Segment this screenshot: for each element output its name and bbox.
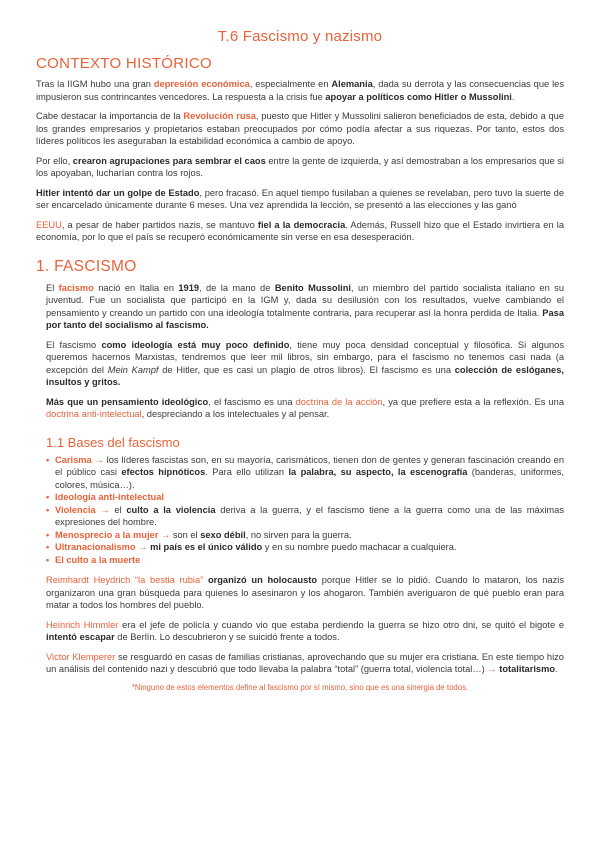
bullet-icon: • [46, 542, 50, 552]
section-heading-contexto: CONTEXTO HISTÓRICO [36, 55, 212, 72]
bullet-icon: • [46, 504, 50, 515]
paragraph: EEUU, a pesar de haber partidos nazis, se mantuvo fiel a la democracia. Además, Russell hizo que el Estado invirtiera en la economía, por lo que el país se recuperó económicamente sin verse en esa desesperación. [36, 219, 564, 242]
bullet-icon: • [46, 454, 50, 465]
paragraph: Por ello, crearon agrupaciones para sembrar el caos entre la gente de izquierda, y así demostraban a los empresarios que si los apoyaban, lucharían contra los rojos. [36, 155, 564, 178]
arrow-right-icon: → [160, 529, 171, 540]
paragraph: Reimhardt Heydrich “la bestia rubia” organizó un holocausto porque Hitler se lo pidió. Cuando lo mataron, los nazis organizaron una gran búsqueda para quienes lo asesinaron y los ahogaron. También averiguaron de qué pueblo eran para matar a todos los hombres del pueblo. [46, 575, 564, 610]
document-title: T.6 Fascismo y nazismo [217, 28, 383, 45]
arrow-right-icon: → [100, 504, 110, 515]
bullet-icon: • [46, 529, 50, 540]
bullet-icon: • [46, 554, 50, 565]
list-item: • Carisma → los líderes fascistas son, en su mayoría, carismáticos, tienen don de gentes y generan fascinación creando en el público casi efectos hipnóticos. Para ello utilizan la palabra, su aspecto, la escenografía (banderas, uniformes, colores, música…). [46, 454, 565, 490]
paragraph: Victor Klemperer se resguardó en casas de familias cristianas, aprovechando que su mujer era cristiana. En este tiempo hizo un análisis del contenido nazi y descubrió que todo llevaba la palabra “total” (guerra total, violencia total…) → totalitarismo. [46, 651, 564, 674]
paragraph: El fascismo como ideología está muy poco definido, tiene muy poca densidad conceptual y filosófica. Si algunos queremos hacernos Marxistas, tendremos que leer mil libros, sin embargo, para el fascismo no tenemos casi nada (a excepción del Mein Kampf de Hitler, que es casi un plagio de otros libros). El fascismo es una colección de eslóganes, insultos y gritos. [46, 339, 565, 387]
list-item: • Ultranacionalismo → mi país es el único válido y en su nombre puedo machacar a cualquiera. [46, 542, 457, 552]
list-item: • Menosprecio a la mujer → son el sexo débil, no sirven para la guerra. [46, 529, 352, 540]
paragraph: Hitler intentó dar un golpe de Estado, pero fracasó. En aquel tiempo fusilaban a quienes se revelaban, pero tuvo la suerte de ser encarcelado únicamente durante 6 meses. Una vez aprendida la lección, se presentó a las elecciones y las ganó [36, 187, 564, 210]
list-item: • El culto a la muerte [46, 554, 141, 565]
subsection-heading-bases: 1.1 Bases del fascismo [46, 434, 180, 450]
arrow-right-icon: → [94, 454, 104, 465]
paragraph: Heinrich Himmler era el jefe de policía y cuando vio que estaba perdiendo la guerra se hizo otro dni, se quitó el bigote e intentó escapar de Berlín. Lo descubrieron y se suicidó frente a todos. [46, 619, 564, 642]
list-item: • Ideología anti-intelectual [46, 492, 164, 502]
bullet-icon: • [46, 492, 50, 502]
paragraph: Tras la IIGM hubo una gran depresión económica, especialmente en Alemania, dada su derrota y las consecuencias que les impusieron sus contrincantes vencedores. La respuesta a la crisis fue apoyar a políticos como Hitler o Mussolini. [36, 79, 564, 102]
footnote: *Ninguno de estos elementos define al fascismo por sí mismo, sino que es una sinergia de todos. [131, 682, 469, 692]
arrow-right-icon: → [487, 664, 497, 674]
paragraph: El facismo nació en Italia en 1919, de la mano de Benito Mussolini, un miembro del partido socialista italiano en su juventud. Fue un socialista que participó en la IGM y, dada su desilusión con los resultados, vuelve cambiando el pensamiento y creando un partido con una ideología totalmente contraria, para recuperar así la honra perdida de Italia. Pasa por tanto del socialismo al fascismo. [46, 282, 564, 330]
paragraph: Más que un pensamiento ideológico, el fascismo es una doctrina de la acción, ya que prefiere esta a la reflexión. Es una doctrina anti-intelectual, despreciando a los intelectuales y al pensar. [46, 396, 564, 419]
arrow-right-icon: → [138, 542, 148, 552]
list-item: • Violencia → el culto a la violencia deriva a la guerra, y el fascismo tiene a la guerra como una de las máximas expresiones del hombre. [46, 504, 564, 527]
bullet-list [46, 454, 564, 567]
section-heading-fascismo: 1. FASCISMO [36, 257, 137, 275]
paragraph: Cabe destacar la importancia de la Revolución rusa, puesto que Hitler y Mussolini salieron beneficiados de esta, debido a que los grandes empresarios y propietarios estaban preocupados por cómo podía afectar a sus riquezas. Por tanto, estos dos líderes políticos les aseguraban la estabilidad económica a cambio de apoyo. [36, 111, 565, 146]
